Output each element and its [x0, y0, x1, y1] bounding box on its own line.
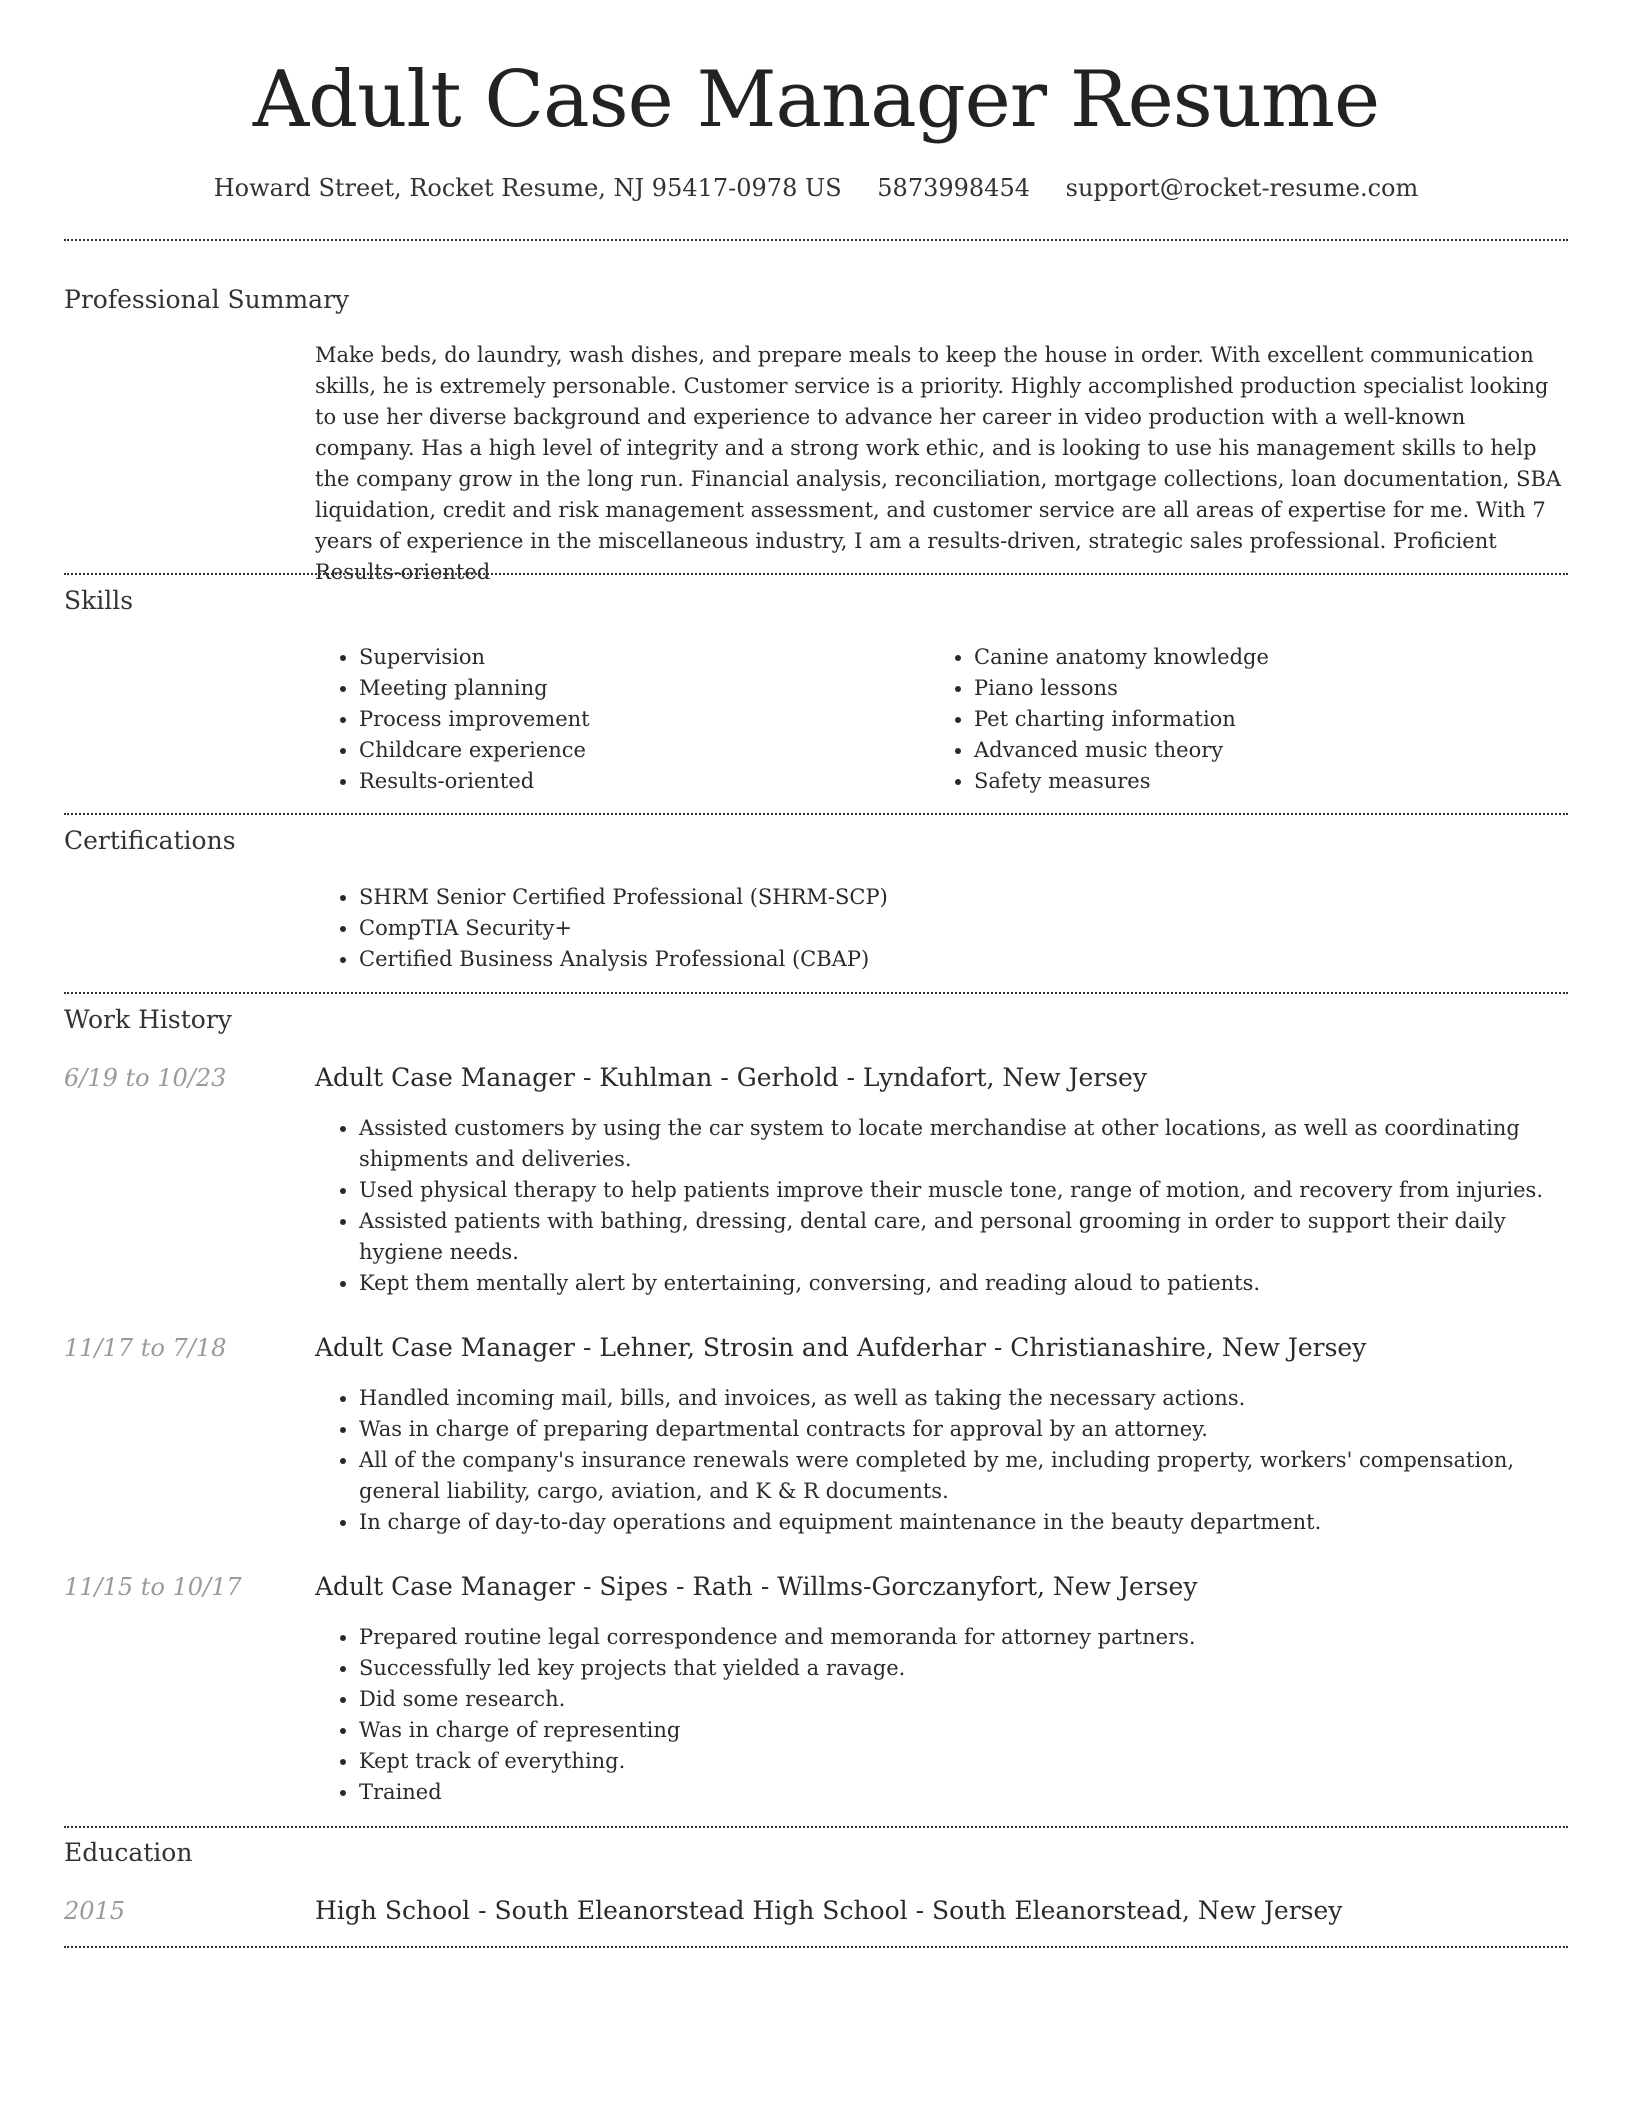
job-bullet: • Kept them mentally alert by entertaining, conversing, and reading aloud to patients.	[359, 1268, 1573, 1299]
job-dates: 6/19 to 10/23	[64, 1064, 227, 1092]
job-title: Adult Case Manager - Sipes - Rath - Willms-Gorczanyfort, New Jersey	[315, 1572, 1198, 1601]
certification-item: • SHRM Senior Certified Professional (SHRM-SCP)	[359, 882, 1569, 913]
divider	[64, 239, 1568, 241]
job-bullet: • In charge of day-to-day operations and equipment maintenance in the beauty department.	[359, 1507, 1573, 1538]
email: support@rocket-resume.com	[1065, 174, 1419, 202]
job-bullet: • Trained	[359, 1777, 1573, 1808]
skill-item: • Childcare experience	[359, 735, 919, 766]
skill-item: • Results-oriented	[359, 766, 919, 797]
job-bullet: • Kept track of everything.	[359, 1746, 1573, 1777]
summary-heading: Professional Summary	[64, 285, 350, 314]
job-bullets	[315, 1622, 1573, 1808]
job-bullet: • Did some research.	[359, 1684, 1573, 1715]
divider	[64, 992, 1568, 994]
job-bullet: • Was in charge of representing	[359, 1715, 1573, 1746]
phone: 5873998454	[877, 174, 1030, 202]
certifications-list	[315, 882, 1569, 975]
skill-item: • Process improvement	[359, 704, 919, 735]
certification-item: • Certified Business Analysis Professional (CBAP)	[359, 944, 1569, 975]
job-bullet: • Was in charge of preparing departmental contracts for approval by an attorney.	[359, 1414, 1573, 1445]
skill-item: • Piano lessons	[974, 673, 1574, 704]
skills-list-right	[930, 642, 1574, 797]
job-bullets	[315, 1383, 1573, 1538]
contact-line	[0, 172, 1632, 204]
summary-text: Make beds, do laundry, wash dishes, and prepare meals to keep the house in order. With excellent communication skills, he is extremely personable. Customer service is a priority. Highly accomplished production specialist looking to use her diverse background and experience to advance her career in video production with a well-known company. Has a high level of integrity and a strong work ethic, and is looking to use his management skills to help the company grow in the long run. Financial analysis, reconciliation, mortgage collections, loan documentation, SBA liquidation, credit and risk management assessment, and customer service are all areas of expertise for me. With 7 years of experience in the miscellaneous industry, I am a results-driven, strategic sales professional. Proficient Results-oriented	[315, 343, 1562, 584]
certification-item: • CompTIA Security+	[359, 913, 1569, 944]
job-title: Adult Case Manager - Lehner, Strosin and Aufderhar - Christianashire, New Jersey	[315, 1333, 1367, 1362]
job-bullet: • All of the company's insurance renewals were completed by me, including property, workers' compensation, general liability, cargo, aviation, and K & R documents.	[359, 1445, 1573, 1507]
skill-item: • Supervision	[359, 642, 919, 673]
work-history-heading: Work History	[64, 1005, 232, 1034]
divider	[64, 813, 1568, 815]
certifications-heading: Certifications	[64, 826, 236, 855]
education-entry: High School - South Eleanorstead High School - South Eleanorstead, New Jersey	[315, 1896, 1343, 1925]
divider	[64, 1826, 1568, 1828]
job-bullet: • Prepared routine legal correspondence and memoranda for attorney partners.	[359, 1622, 1573, 1653]
job-bullet: • Assisted patients with bathing, dressing, dental care, and personal grooming in order to support their daily hygiene needs.	[359, 1206, 1573, 1268]
skills-list-left	[315, 642, 919, 797]
skill-item: • Canine anatomy knowledge	[974, 642, 1574, 673]
divider	[64, 1946, 1568, 1948]
job-dates: 11/15 to 10/17	[64, 1573, 242, 1601]
resume-title: Adult Case Manager Resume	[252, 55, 1380, 145]
skill-item: • Meeting planning	[359, 673, 919, 704]
job-bullet: • Successfully led key projects that yielded a ravage.	[359, 1653, 1573, 1684]
address: Howard Street, Rocket Resume, NJ 95417-0978 US	[213, 174, 842, 202]
job-bullets	[315, 1113, 1573, 1299]
job-bullet: • Handled incoming mail, bills, and invoices, as well as taking the necessary actions.	[359, 1383, 1573, 1414]
divider	[64, 573, 1568, 575]
education-year: 2015	[64, 1897, 126, 1925]
job-dates: 11/17 to 7/18	[64, 1334, 227, 1362]
skill-item: • Pet charting information	[974, 704, 1574, 735]
job-bullet: • Used physical therapy to help patients improve their muscle tone, range of motion, and recovery from injuries.	[359, 1175, 1573, 1206]
job-title: Adult Case Manager - Kuhlman - Gerhold - Lyndafort, New Jersey	[315, 1063, 1147, 1092]
skills-heading: Skills	[64, 586, 134, 615]
skill-item: • Safety measures	[974, 766, 1574, 797]
job-bullet: • Assisted customers by using the car system to locate merchandise at other locations, as well as coordinating shipments and deliveries.	[359, 1113, 1573, 1175]
skill-item: • Advanced music theory	[974, 735, 1574, 766]
education-heading: Education	[64, 1838, 193, 1867]
